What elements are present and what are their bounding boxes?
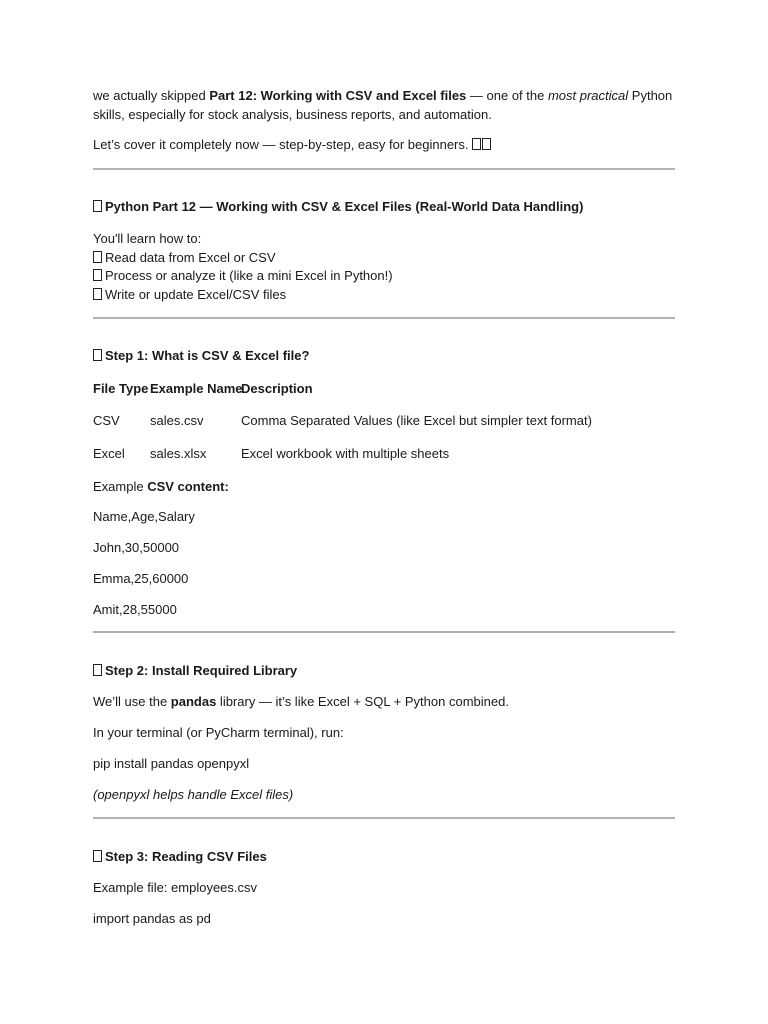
step3-code: import pandas as pd xyxy=(93,911,211,926)
missing-glyph-icon xyxy=(93,251,102,263)
step2-title-text: Step 2: Install Required Library xyxy=(105,663,298,678)
example-bold: CSV content: xyxy=(147,479,229,494)
step2-line-2: In your terminal (or PyCharm terminal), run: xyxy=(93,725,344,740)
step2-note: (openpyxl helps handle Excel files) xyxy=(93,787,294,802)
intro-text: we actually skipped xyxy=(93,88,210,103)
step2-title xyxy=(93,661,297,680)
learn-intro: You'll learn how to: xyxy=(93,231,202,246)
divider xyxy=(93,631,675,633)
list-item-text: Read data from Excel or CSV xyxy=(105,250,276,265)
table-cell: Excel workbook with multiple sheets xyxy=(241,446,450,461)
missing-glyph-icon xyxy=(472,138,481,150)
missing-glyph-icon xyxy=(93,664,102,676)
step2-line-1 xyxy=(93,692,509,711)
step3-title xyxy=(93,847,267,866)
step1-title-text: Step 1: What is CSV & Excel file? xyxy=(105,348,310,363)
missing-glyph-icon xyxy=(93,850,102,862)
list-item-text: Write or update Excel/CSV files xyxy=(105,287,287,302)
intro-line-2: skills, especially for stock analysis, business reports, and automation. xyxy=(93,107,492,122)
csv-line: Amit,28,55000 xyxy=(93,602,177,617)
list-item xyxy=(93,248,276,267)
table-cell: sales.csv xyxy=(150,413,204,428)
step3-title-text: Step 3: Reading CSV Files xyxy=(105,849,267,864)
missing-glyph-icon xyxy=(93,269,102,281)
intro-text: — one of the xyxy=(466,88,548,103)
example-text: Example xyxy=(93,479,148,494)
step1-title xyxy=(93,346,309,365)
divider xyxy=(93,168,675,170)
list-item xyxy=(93,266,393,285)
intro-line-3 xyxy=(93,135,494,154)
missing-glyph-icon xyxy=(93,288,102,300)
divider xyxy=(93,317,675,319)
table-cell: sales.xlsx xyxy=(150,446,207,461)
missing-glyph-icon xyxy=(93,349,102,361)
step2-text: library — it’s like Excel + SQL + Python combined. xyxy=(216,694,509,709)
pandas-bold: pandas xyxy=(170,694,217,709)
csv-line: Emma,25,60000 xyxy=(93,571,189,586)
list-item-text: Process or analyze it (like a mini Excel in Python!) xyxy=(105,268,393,283)
example-csv-label xyxy=(93,477,229,496)
step3-line-1: Example file: employees.csv xyxy=(93,880,258,895)
pip-command: pip install pandas openpyxl xyxy=(93,756,250,771)
table-header-file-type: File Type xyxy=(93,381,149,396)
missing-glyph-icon xyxy=(93,200,102,212)
table-cell: Excel xyxy=(93,446,125,461)
table-header-example-name: Example Name xyxy=(150,381,243,396)
list-item xyxy=(93,285,286,304)
part-title-text: Python Part 12 — Working with CSV & Excel Files (Real-World Data Handling) xyxy=(105,199,584,214)
csv-line: Name,Age,Salary xyxy=(93,509,195,524)
csv-line: John,30,50000 xyxy=(93,540,180,555)
step2-text: We’ll use the xyxy=(93,694,171,709)
table-header-description: Description xyxy=(241,381,313,396)
missing-glyph-icon xyxy=(482,138,491,150)
intro-line-1 xyxy=(93,86,672,105)
intro-italic: most practical xyxy=(547,88,629,103)
intro-bold-title: Part 12: Working with CSV and Excel files xyxy=(209,88,467,103)
table-cell: Comma Separated Values (like Excel but simpler text format) xyxy=(241,413,592,428)
intro-text: Let’s cover it completely now — step-by-step, easy for beginners. xyxy=(93,137,473,152)
intro-text: Python xyxy=(628,88,673,103)
divider xyxy=(93,817,675,819)
table-cell: CSV xyxy=(93,413,120,428)
part-title xyxy=(93,197,583,216)
